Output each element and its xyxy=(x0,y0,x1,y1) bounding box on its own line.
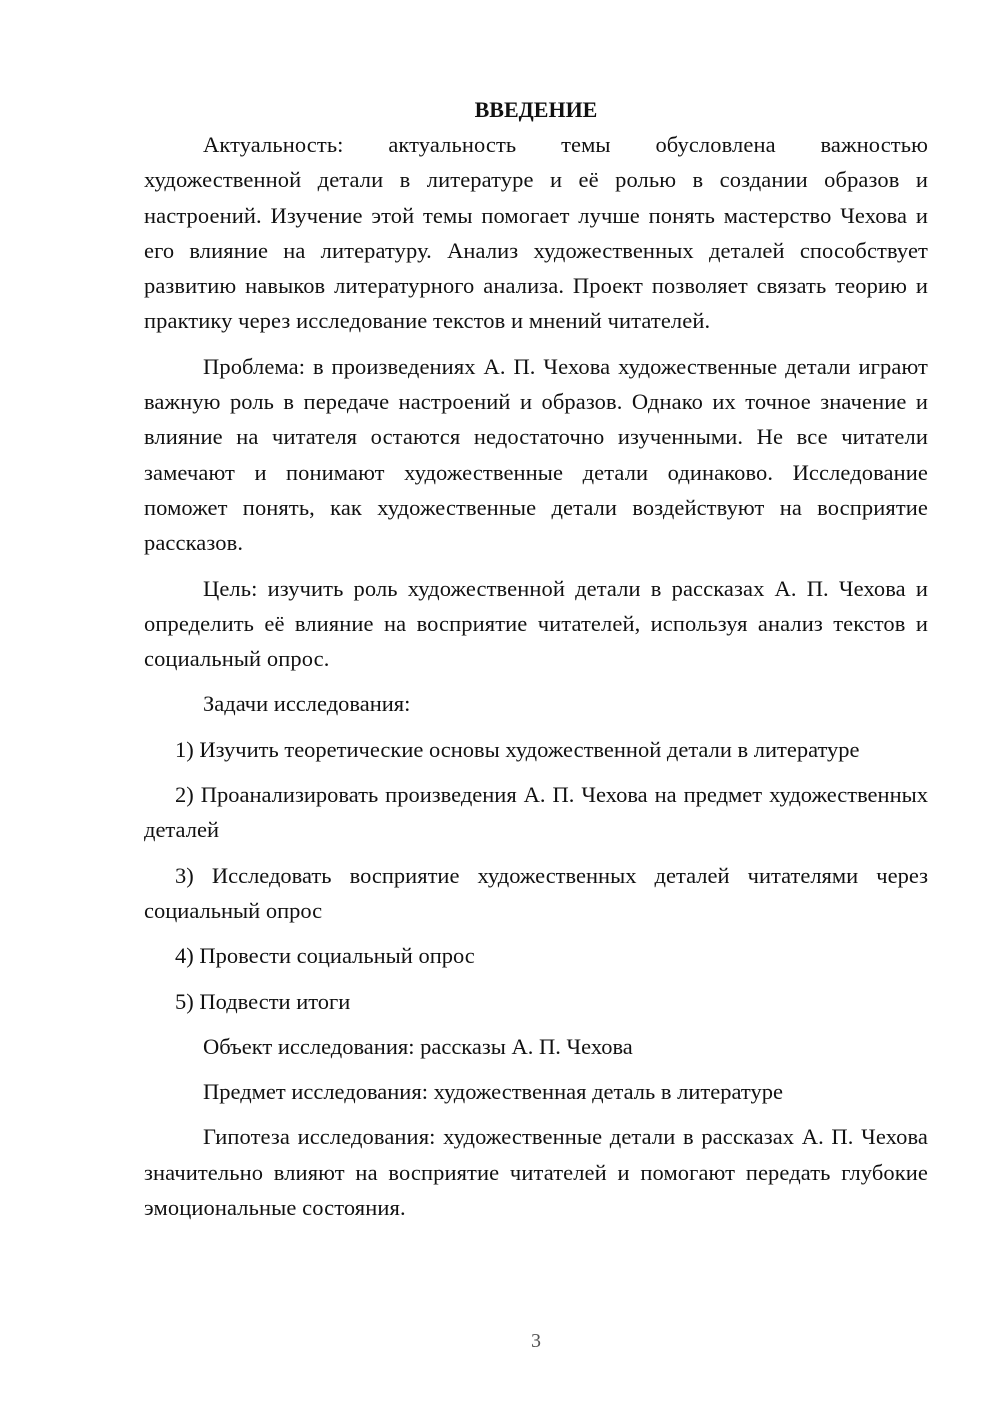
tasks-heading: Задачи исследования: xyxy=(203,691,411,717)
research-object: Объект исследования: рассказы А. П. Чехова xyxy=(203,1033,633,1059)
goal-paragraph: Цель: изучить роль художественной детали в рассказах А. П. Чехова и определить её влияние на восприятие читателей, используя анализ текстов и социальный опрос. xyxy=(144,575,928,672)
research-subject: Предмет исследования: художественная деталь в литературе xyxy=(203,1079,783,1105)
problem-paragraph: Проблема: в произведениях А. П. Чехова художественные детали играют важную роль в передаче настроений и образов. Однако их точное значение и влияние на читателя остаются недостаточно изученными. Не все читатели замечают и понимают художественные детали одинаково. Исследование поможет понять, как художественные детали воздействуют на восприятие рассказов. xyxy=(144,353,928,556)
hypothesis-paragraph: Гипотеза исследования: художественные детали в рассказах А. П. Чехова значительно влияют на восприятие читателей и помогают передать глубокие эмоциональные состояния. xyxy=(144,1124,928,1221)
list-item: 1) Изучить теоретические основы художественной детали в литературе xyxy=(175,736,860,762)
list-item: 5) Подвести итоги xyxy=(175,988,351,1014)
relevance-paragraph: Актуальность: актуальность темы обусловлена важностью художественной детали в литературе и её ролью в создании образов и настроений. Изучение этой темы помогает лучше понять мастерство Чехова и его влияние на литературу. Анализ художественных деталей способствует развитию навыков литературного анализа. Проект позволяет связать теорию и практику через исследование текстов и мнений читателей. xyxy=(144,132,928,334)
page-number: 3 xyxy=(531,1330,541,1352)
document-page xyxy=(144,92,928,1225)
list-item: 3) Исследовать восприятие художественных деталей читателями через социальный опрос xyxy=(144,862,928,923)
section-title: ВВЕДЕНИЕ xyxy=(474,97,598,122)
list-item: 2) Проанализировать произведения А. П. Чехова на предмет художественных деталей xyxy=(144,782,928,843)
tasks-list xyxy=(144,732,928,1019)
list-item: 4) Провести социальный опрос xyxy=(175,943,475,969)
